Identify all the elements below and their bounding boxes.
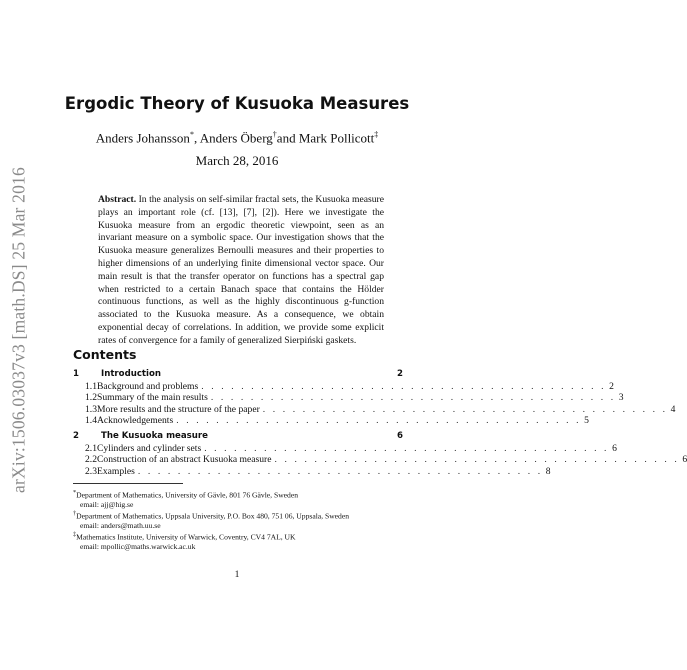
- page-number: 1: [234, 569, 240, 580]
- toc-page-number: 6: [612, 442, 617, 454]
- toc-section-1: [73, 369, 676, 427]
- footnote-affiliation: Department of Mathematics, University of Gävle, 801 76 Gävle, Sweden: [76, 490, 299, 500]
- toc-subsection-title: Examples: [97, 465, 135, 477]
- toc-subsection-title: Cylinders and cylinder sets: [97, 442, 202, 454]
- abstract-heading: Abstract.: [98, 194, 137, 205]
- toc-subsection-title: Construction of an abstract Kusuoka measure: [97, 454, 272, 465]
- toc-section-row[interactable]: [73, 369, 403, 381]
- toc-subsection-row[interactable]: [73, 442, 617, 455]
- author-list: [0, 130, 474, 146]
- toc-dot-leader: . . . . . . . . . . . . . . . . . . . . . . . . . . . . . . . . . . . . . . . . .: [204, 442, 610, 454]
- toc-section-2: [73, 431, 687, 477]
- footnote-email[interactable]: email: anders@math.uu.se: [80, 520, 161, 530]
- toc-subsection-number: 2.1: [85, 442, 97, 454]
- toc-page-number: 4: [670, 403, 676, 415]
- toc-section-row[interactable]: [73, 431, 403, 443]
- footnote: [73, 509, 413, 521]
- footnote-mark: *: [189, 130, 194, 139]
- toc-subsection-number: 1.4: [85, 415, 97, 426]
- toc-page-number: 2: [397, 369, 403, 379]
- footnote-affiliation: Mathematics Institute, University of Warwick, Coventry, CV4 7AL, UK: [76, 532, 296, 542]
- toc-section-title: Introduction: [101, 369, 162, 379]
- toc-page-number: 2: [609, 380, 614, 392]
- toc-page-number: 6: [682, 454, 687, 465]
- toc-dot-leader: . . . . . . . . . . . . . . . . . . . . . . . . . . . . . . . . . . . . . . . . .: [274, 454, 680, 465]
- toc-page-number: 8: [545, 465, 551, 477]
- author-name: and Mark Pollicott: [276, 130, 375, 146]
- author-name: Anders Öberg: [199, 130, 273, 146]
- abstract: [98, 194, 384, 348]
- toc-subsection-number: 1.2: [85, 392, 97, 403]
- contents-heading: Contents: [73, 347, 137, 362]
- footnote: [73, 488, 413, 500]
- toc-dot-leader: . . . . . . . . . . . . . . . . . . . . . . . . . . . . . . . . . . . . . . . . .: [262, 403, 668, 415]
- footnote-email[interactable]: email: ajj@hig.se: [80, 499, 134, 509]
- toc-section-title: The Kusuoka measure: [101, 431, 208, 441]
- toc-subsection-row[interactable]: [73, 403, 676, 416]
- toc-subsection-number: 1.3: [85, 403, 97, 415]
- arxiv-stamp-text: arXiv:1506.03037v3 [math.DS] 25 Mar 2016: [8, 167, 29, 493]
- paper-date: March 28, 2016: [195, 153, 279, 168]
- toc-subsection-row[interactable]: [73, 454, 687, 466]
- toc-subsection-row[interactable]: [73, 465, 551, 478]
- abstract-text: In the analysis on self-similar fractal sets, the Kusuoka measure plays an important role (cf. [13], [7], [2]). Here we investigate the Kusuoka measure from an ergodic theoretic viewpoint, seen as an invariant measure on a symbolic space. Our investigation shows that the Kusuoka measure generalizes Bernoulli measures and their properties to higher dimensions of an underlying finite dimensional vector space. Our main result is that the transfer operator on functions has a spectral gap when restricted to a certain Banach space that contains the Hölder continuous functions, as well as the highly discontinuous g-function associated to the Kusuoka measure. As a consequence, we obtain exponential decay of correlations. In addition, we provide some explicit rates of convergence for a family of generalized Sierpiński gaskets.: [98, 194, 384, 346]
- footnote-mark: †: [272, 130, 277, 139]
- toc-dot-leader: . . . . . . . . . . . . . . . . . . . . . . . . . . . . . . . . . . . . . . . . .: [201, 380, 607, 392]
- toc-page-number: 3: [618, 392, 624, 403]
- toc-subsection-row[interactable]: [73, 392, 624, 404]
- separator: ,: [193, 130, 200, 146]
- author-name: Anders Johansson: [95, 130, 190, 146]
- footnote-mark: ‡: [374, 130, 379, 139]
- footnotes: [73, 488, 413, 551]
- footnote-mark: †: [73, 509, 77, 517]
- toc-dot-leader: . . . . . . . . . . . . . . . . . . . . . . . . . . . . . . . . . . . . . . . . .: [210, 392, 616, 403]
- toc-subsection-number: 2.3: [85, 465, 97, 477]
- footnote-email[interactable]: email: mpollic@maths.warwick.ac.uk: [80, 541, 196, 551]
- arxiv-stamp: [7, 167, 31, 493]
- toc-section-number: 1: [73, 369, 79, 379]
- toc-page-number: 5: [584, 415, 589, 426]
- footnote-rule: [73, 483, 183, 484]
- footnote-affiliation: Department of Mathematics, Uppsala University, P.O. Box 480, 751 06, Uppsala, Sweden: [76, 511, 350, 521]
- toc-dot-leader: . . . . . . . . . . . . . . . . . . . . . . . . . . . . . . . . . . . . . . . . .: [137, 465, 543, 477]
- toc-subsection-number: 2.2: [85, 454, 97, 465]
- toc-subsection-title: More results and the structure of the paper: [97, 403, 260, 415]
- toc-spacer: [211, 431, 390, 443]
- footnote-mark: *: [73, 489, 77, 496]
- footnote-mark: ‡: [73, 530, 77, 538]
- toc-subsection-number: 1.1: [85, 380, 97, 392]
- paper-title: Ergodic Theory of Kusuoka Measures: [64, 94, 410, 113]
- footnote: [73, 530, 413, 542]
- toc-subsection-title: Background and problems: [97, 380, 199, 392]
- toc-section-number: 2: [73, 431, 79, 441]
- toc-subsection-title: Acknowledgements: [97, 415, 174, 426]
- toc-subsection-row[interactable]: [73, 380, 614, 393]
- toc-page-number: 6: [397, 431, 403, 441]
- toc-dot-leader: . . . . . . . . . . . . . . . . . . . . . . . . . . . . . . . . . . . . . . . . .: [176, 415, 582, 426]
- toc-subsection-row[interactable]: [73, 415, 589, 427]
- toc-spacer: [164, 369, 390, 381]
- toc-subsection-title: Summary of the main results: [97, 392, 208, 403]
